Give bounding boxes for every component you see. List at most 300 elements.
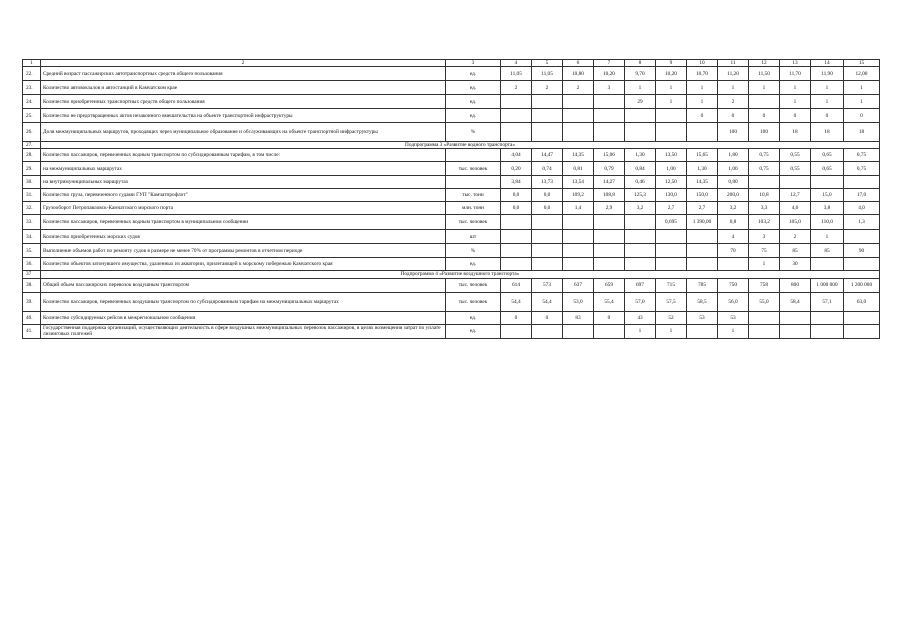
value-cell: 18 — [844, 123, 880, 142]
indicator-name: Количество приобретенных транспортных средств общего пользования — [41, 95, 446, 109]
value-cell — [501, 109, 532, 123]
value-cell — [749, 176, 780, 189]
value-cell — [532, 95, 563, 109]
value-cell: 1 — [687, 81, 718, 95]
value-cell: 10,70 — [687, 67, 718, 81]
table-row — [23, 292, 880, 311]
value-cell: 14,35 — [563, 149, 594, 162]
table-row — [23, 215, 880, 230]
table-row — [23, 123, 880, 142]
row-number: 28. — [23, 149, 41, 162]
header-cell: 10 — [687, 60, 718, 67]
value-cell: 11,20 — [718, 67, 749, 81]
value-cell: 1 — [656, 324, 687, 338]
value-cell: 125,3 — [625, 189, 656, 202]
value-cell: 110,0 — [811, 215, 844, 230]
value-cell — [811, 311, 844, 324]
value-cell: 1 — [749, 81, 780, 95]
value-cell: 0 — [718, 109, 749, 123]
row-number: 40. — [23, 311, 41, 324]
header-cell: 1 — [23, 60, 41, 67]
row-number: 37 — [23, 271, 41, 278]
value-cell: 659 — [594, 278, 625, 292]
unit-cell: ед. — [446, 258, 501, 271]
indicator-name: Доля межмуниципальных маршрутов, проходящих через муниципальное образование и обслуживающих на объекте транспортной инфраструктуры — [41, 123, 446, 142]
value-cell: 0,55 — [780, 162, 811, 176]
value-cell: 1 390,00 — [687, 215, 718, 230]
indicator-name: Выполнение объемов работ по ремонту судов в размере не менее 70% от программы ремонтов в отчетном периоде — [41, 244, 446, 258]
row-number: 36. — [23, 258, 41, 271]
value-cell — [749, 311, 780, 324]
value-cell: 1 — [718, 81, 749, 95]
value-cell: 0,75 — [749, 162, 780, 176]
value-cell — [501, 230, 532, 244]
value-cell — [844, 258, 880, 271]
value-cell: 4 — [718, 230, 749, 244]
unit-cell: ед. — [446, 311, 501, 324]
row-number: 38. — [23, 278, 41, 292]
value-cell: 11,70 — [780, 67, 811, 81]
header-cell: 15 — [844, 60, 880, 67]
table-row — [23, 278, 880, 292]
value-cell: 4,04 — [501, 149, 532, 162]
unit-cell: ед. — [446, 324, 501, 338]
indicator-name: Количество пассажиров, перевезенных водным транспортом в муниципальном сообщении — [41, 215, 446, 230]
value-cell: 0,79 — [594, 162, 625, 176]
value-cell — [718, 258, 749, 271]
value-cell — [532, 244, 563, 258]
value-cell: 85 — [811, 244, 844, 258]
value-cell: 10,20 — [656, 67, 687, 81]
value-cell: 2,7 — [656, 202, 687, 215]
value-cell — [687, 244, 718, 258]
indicator-name: Общий объем пассажирских перевозок воздушным транспортом — [41, 278, 446, 292]
value-cell: 11,50 — [749, 67, 780, 81]
value-cell: 697 — [625, 278, 656, 292]
value-cell — [625, 258, 656, 271]
value-cell — [594, 324, 625, 338]
value-cell: 4,6 — [780, 202, 811, 215]
indicator-name: Количество приобретенных морских судов — [41, 230, 446, 244]
unit-cell: ед. — [446, 81, 501, 95]
value-cell: 13,73 — [532, 176, 563, 189]
indicator-name: Грузооборот Петропавловск-Камчатского морского порта — [41, 202, 446, 215]
value-cell — [625, 215, 656, 230]
value-cell: 0,0 — [501, 202, 532, 215]
value-cell: 0,80 — [718, 176, 749, 189]
value-cell: 11,05 — [501, 67, 532, 81]
value-cell: 200,0 — [718, 189, 749, 202]
value-cell: 2,9 — [594, 202, 625, 215]
value-cell: 57,1 — [811, 292, 844, 311]
value-cell: 4,0 — [844, 202, 880, 215]
value-cell: 758 — [749, 278, 780, 292]
indicator-name: Количество не предотвращенных актов незаконного вмешательства на объекте транспортной инфраструктуры — [41, 109, 446, 123]
value-cell — [811, 258, 844, 271]
value-cell: 0,20 — [501, 162, 532, 176]
value-cell: 70 — [718, 244, 749, 258]
row-number: 26. — [23, 123, 41, 142]
indicator-name: Средний возраст пассажирских автотранспортных средств общего пользования — [41, 67, 446, 81]
value-cell: 0,8 — [718, 215, 749, 230]
value-cell: 1,30 — [687, 162, 718, 176]
unit-cell: ед. — [446, 95, 501, 109]
row-number: 39. — [23, 292, 41, 311]
value-cell: 2,7 — [687, 202, 718, 215]
row-number: 32. — [23, 202, 41, 215]
value-cell: 14,27 — [594, 176, 625, 189]
value-cell: 55,4 — [594, 292, 625, 311]
value-cell: 100 — [749, 123, 780, 142]
indicators-table — [22, 59, 880, 339]
value-cell: 2 — [780, 230, 811, 244]
value-cell: 43 — [625, 311, 656, 324]
table-row — [23, 109, 880, 123]
value-cell: 3,3 — [749, 202, 780, 215]
indicator-name: на межмуниципальных маршрутах — [41, 162, 446, 176]
value-cell: 3,2 — [718, 202, 749, 215]
value-cell: 1 — [687, 95, 718, 109]
value-cell: 90 — [844, 244, 880, 258]
section-row — [23, 142, 880, 149]
value-cell — [844, 311, 880, 324]
table-row — [23, 67, 880, 81]
value-cell: 14,35 — [687, 176, 718, 189]
value-cell — [532, 324, 563, 338]
header-cell: 14 — [811, 60, 844, 67]
header-cell: 6 — [563, 60, 594, 67]
table-row — [23, 230, 880, 244]
value-cell: 29 — [625, 95, 656, 109]
value-cell — [656, 123, 687, 142]
value-cell: 1,00 — [718, 162, 749, 176]
value-cell — [563, 258, 594, 271]
value-cell — [687, 324, 718, 338]
value-cell: 0,55 — [780, 149, 811, 162]
value-cell — [687, 230, 718, 244]
value-cell — [594, 95, 625, 109]
value-cell: 1 — [780, 95, 811, 109]
value-cell: 53 — [718, 311, 749, 324]
value-cell — [811, 176, 844, 189]
value-cell: 785 — [687, 278, 718, 292]
value-cell — [501, 324, 532, 338]
value-cell: 13,50 — [656, 149, 687, 162]
value-cell: 0 — [594, 311, 625, 324]
value-cell: 10,20 — [594, 67, 625, 81]
indicator-name: на внутримуниципальных маршрутах — [41, 176, 446, 189]
value-cell: 1 — [718, 324, 749, 338]
value-cell — [532, 215, 563, 230]
unit-cell: ед. — [446, 109, 501, 123]
section-row — [23, 271, 880, 278]
value-cell — [656, 230, 687, 244]
value-cell — [749, 324, 780, 338]
value-cell: 13,54 — [563, 176, 594, 189]
value-cell: 12,50 — [656, 176, 687, 189]
value-cell — [532, 109, 563, 123]
value-cell — [501, 244, 532, 258]
value-cell: 0,46 — [625, 176, 656, 189]
unit-cell: шт — [446, 230, 501, 244]
value-cell: 55,0 — [749, 292, 780, 311]
header-cell: 4 — [501, 60, 532, 67]
table-row — [23, 95, 880, 109]
indicator-name: Количество пассажиров, перевезенных воздушным транспортом по субсидированным тарифам на межмуниципальных маршрутах — [41, 292, 446, 311]
value-cell: 0 — [687, 109, 718, 123]
value-cell: 0,81 — [563, 162, 594, 176]
value-cell: 715 — [656, 278, 687, 292]
header-cell: 3 — [446, 60, 501, 67]
value-cell: 637 — [563, 278, 594, 292]
value-cell — [687, 123, 718, 142]
indicator-name: Количество объектов затонувшего имущества, удаленных из акватории, прилегающей к морскому побережью Камчатского края — [41, 258, 446, 271]
value-cell: 58,5 — [687, 292, 718, 311]
value-cell: 0 — [501, 311, 532, 324]
value-cell: 1 — [811, 81, 844, 95]
value-cell: 1 — [811, 230, 844, 244]
unit-cell — [446, 149, 501, 162]
value-cell: 573 — [532, 278, 563, 292]
value-cell: 150,0 — [687, 189, 718, 202]
value-cell: 18 — [811, 123, 844, 142]
row-number: 30. — [23, 176, 41, 189]
value-cell: 100 — [718, 123, 749, 142]
header-cell: 2 — [41, 60, 446, 67]
value-cell — [844, 230, 880, 244]
value-cell: 800 — [780, 278, 811, 292]
value-cell: 1 000 000 — [811, 278, 844, 292]
value-cell: 3,2 — [625, 202, 656, 215]
value-cell: 1 — [625, 81, 656, 95]
value-cell: 75 — [749, 244, 780, 258]
value-cell — [594, 123, 625, 142]
value-cell — [844, 324, 880, 338]
value-cell: 3,84 — [501, 176, 532, 189]
row-number: 22. — [23, 67, 41, 81]
value-cell — [844, 176, 880, 189]
value-cell — [780, 324, 811, 338]
table-row — [23, 162, 880, 176]
table-row — [23, 149, 880, 162]
value-cell: 0 — [811, 109, 844, 123]
value-cell — [563, 215, 594, 230]
value-cell: 56,0 — [718, 292, 749, 311]
value-cell: 105,0 — [780, 215, 811, 230]
value-cell: 15,06 — [594, 149, 625, 162]
value-cell: 54,4 — [532, 292, 563, 311]
unit-cell: млн. тонн — [446, 202, 501, 215]
unit-cell — [446, 176, 501, 189]
value-cell: 2 — [532, 81, 563, 95]
value-cell — [532, 258, 563, 271]
value-cell: 18 — [780, 123, 811, 142]
value-cell — [563, 95, 594, 109]
value-cell — [563, 123, 594, 142]
value-cell — [563, 230, 594, 244]
value-cell: 52 — [656, 311, 687, 324]
value-cell: 1 — [811, 95, 844, 109]
value-cell — [501, 215, 532, 230]
value-cell — [625, 109, 656, 123]
value-cell: 1 — [625, 324, 656, 338]
value-cell: 108,8 — [594, 189, 625, 202]
value-cell: 10,80 — [563, 67, 594, 81]
value-cell: 10,8 — [749, 189, 780, 202]
unit-cell: ед. — [446, 67, 501, 81]
value-cell: 1,4 — [563, 202, 594, 215]
value-cell: 2 — [501, 81, 532, 95]
table-row — [23, 189, 880, 202]
value-cell: 103,2 — [749, 215, 780, 230]
value-cell: 1,30 — [625, 149, 656, 162]
unit-cell: % — [446, 123, 501, 142]
value-cell: 63,0 — [844, 292, 880, 311]
value-cell: 1 — [844, 81, 880, 95]
table-row — [23, 176, 880, 189]
subprogram-title: Подпрограмма 3 «Развитие водного транспорта» — [41, 142, 880, 149]
value-cell: 0,65 — [811, 149, 844, 162]
value-cell: 15,0 — [811, 189, 844, 202]
value-cell: 750 — [718, 278, 749, 292]
value-cell: 57,0 — [625, 292, 656, 311]
value-cell: 1 — [656, 81, 687, 95]
row-number: 24. — [23, 95, 41, 109]
value-cell: 11,90 — [811, 67, 844, 81]
value-cell: 14,47 — [532, 149, 563, 162]
header-cell: 7 — [594, 60, 625, 67]
value-cell — [625, 244, 656, 258]
table-row — [23, 244, 880, 258]
value-cell — [563, 109, 594, 123]
value-cell — [656, 244, 687, 258]
value-cell — [625, 123, 656, 142]
table-row — [23, 324, 880, 338]
unit-cell: тыс. человек — [446, 292, 501, 311]
value-cell: 1 — [844, 95, 880, 109]
table-row — [23, 311, 880, 324]
table-row — [23, 258, 880, 271]
value-cell: 1,00 — [656, 162, 687, 176]
value-cell: 0,0 — [501, 189, 532, 202]
value-cell: 57,5 — [656, 292, 687, 311]
value-cell: 0,0 — [532, 202, 563, 215]
unit-cell: тыс. тонн — [446, 189, 501, 202]
unit-cell: % — [446, 244, 501, 258]
value-cell: 0 — [844, 109, 880, 123]
header-cell: 13 — [780, 60, 811, 67]
value-cell: 12,00 — [844, 67, 880, 81]
value-cell — [656, 258, 687, 271]
value-cell: 85 — [780, 244, 811, 258]
indicator-name: Количество пассажиров, перевезенных водным транспортом по субсидированным тарифам, в том числе: — [41, 149, 446, 162]
value-cell — [501, 258, 532, 271]
header-cell: 12 — [749, 60, 780, 67]
indicator-name: Количество груза, перевезенного судами ГУП "Камчатпрофлот" — [41, 189, 446, 202]
value-cell: 0,75 — [844, 162, 880, 176]
value-cell — [594, 244, 625, 258]
value-cell — [594, 215, 625, 230]
value-cell — [625, 230, 656, 244]
value-cell — [780, 176, 811, 189]
value-cell: 83 — [563, 311, 594, 324]
value-cell — [594, 109, 625, 123]
unit-cell: тыс. человек — [446, 278, 501, 292]
value-cell: 1 200 000 — [844, 278, 880, 292]
value-cell — [532, 230, 563, 244]
indicator-name: Количество автовокзалов и автостанций в Камчатском крае — [41, 81, 446, 95]
value-cell: 130,0 — [656, 189, 687, 202]
value-cell: 3,8 — [811, 202, 844, 215]
table-row — [23, 202, 880, 215]
unit-cell: тыс. человек — [446, 162, 501, 176]
value-cell: 3 — [594, 81, 625, 95]
value-cell: 0,695 — [656, 215, 687, 230]
row-number: 41. — [23, 324, 41, 338]
value-cell: 0,0 — [532, 189, 563, 202]
value-cell: 1 — [780, 81, 811, 95]
value-cell — [594, 258, 625, 271]
row-number: 29. — [23, 162, 41, 176]
value-cell: 1,80 — [718, 149, 749, 162]
row-number: 23. — [23, 81, 41, 95]
row-number: 27. — [23, 142, 41, 149]
row-number: 33. — [23, 215, 41, 230]
value-cell: 11,05 — [532, 67, 563, 81]
value-cell: 9,70 — [625, 67, 656, 81]
value-cell — [501, 95, 532, 109]
value-cell — [656, 109, 687, 123]
value-cell: 1 — [656, 95, 687, 109]
value-cell — [780, 311, 811, 324]
value-cell: 0,74 — [532, 162, 563, 176]
row-number: 34. — [23, 230, 41, 244]
value-cell — [594, 230, 625, 244]
value-cell: 1,3 — [844, 215, 880, 230]
value-cell: 1 — [749, 258, 780, 271]
row-number: 25. — [23, 109, 41, 123]
value-cell: 53 — [687, 311, 718, 324]
indicator-name: Государственная поддержка организаций, осуществляющих деятельность в сфере воздушных межмуниципальных перевозок пассажиров, в целях возмещения затрат по уплате лизинговых платежей — [41, 324, 446, 338]
value-cell: 0,75 — [749, 149, 780, 162]
value-cell: 15,65 — [687, 149, 718, 162]
value-cell: 58,4 — [780, 292, 811, 311]
value-cell: 2 — [563, 81, 594, 95]
value-cell — [687, 258, 718, 271]
row-number: 31. — [23, 189, 41, 202]
header-cell: 11 — [718, 60, 749, 67]
value-cell: 54,4 — [501, 292, 532, 311]
value-cell: 0 — [532, 311, 563, 324]
value-cell: 3 — [749, 230, 780, 244]
value-cell: 12,7 — [780, 189, 811, 202]
value-cell: 109,2 — [563, 189, 594, 202]
value-cell: 0,84 — [625, 162, 656, 176]
value-cell — [501, 123, 532, 142]
table-row — [23, 81, 880, 95]
value-cell: 0 — [780, 109, 811, 123]
indicator-name: Количество субсидируемых рейсов в межрегиональном сообщении — [41, 311, 446, 324]
value-cell: 614 — [501, 278, 532, 292]
header-cell: 8 — [625, 60, 656, 67]
subprogram-title: Подпрограмма 4 «Развитие воздушного транспорта» — [41, 271, 880, 278]
value-cell: 2 — [718, 95, 749, 109]
value-cell: 30 — [780, 258, 811, 271]
value-cell: 0 — [749, 109, 780, 123]
value-cell — [563, 324, 594, 338]
value-cell: 0,75 — [844, 149, 880, 162]
value-cell — [811, 324, 844, 338]
